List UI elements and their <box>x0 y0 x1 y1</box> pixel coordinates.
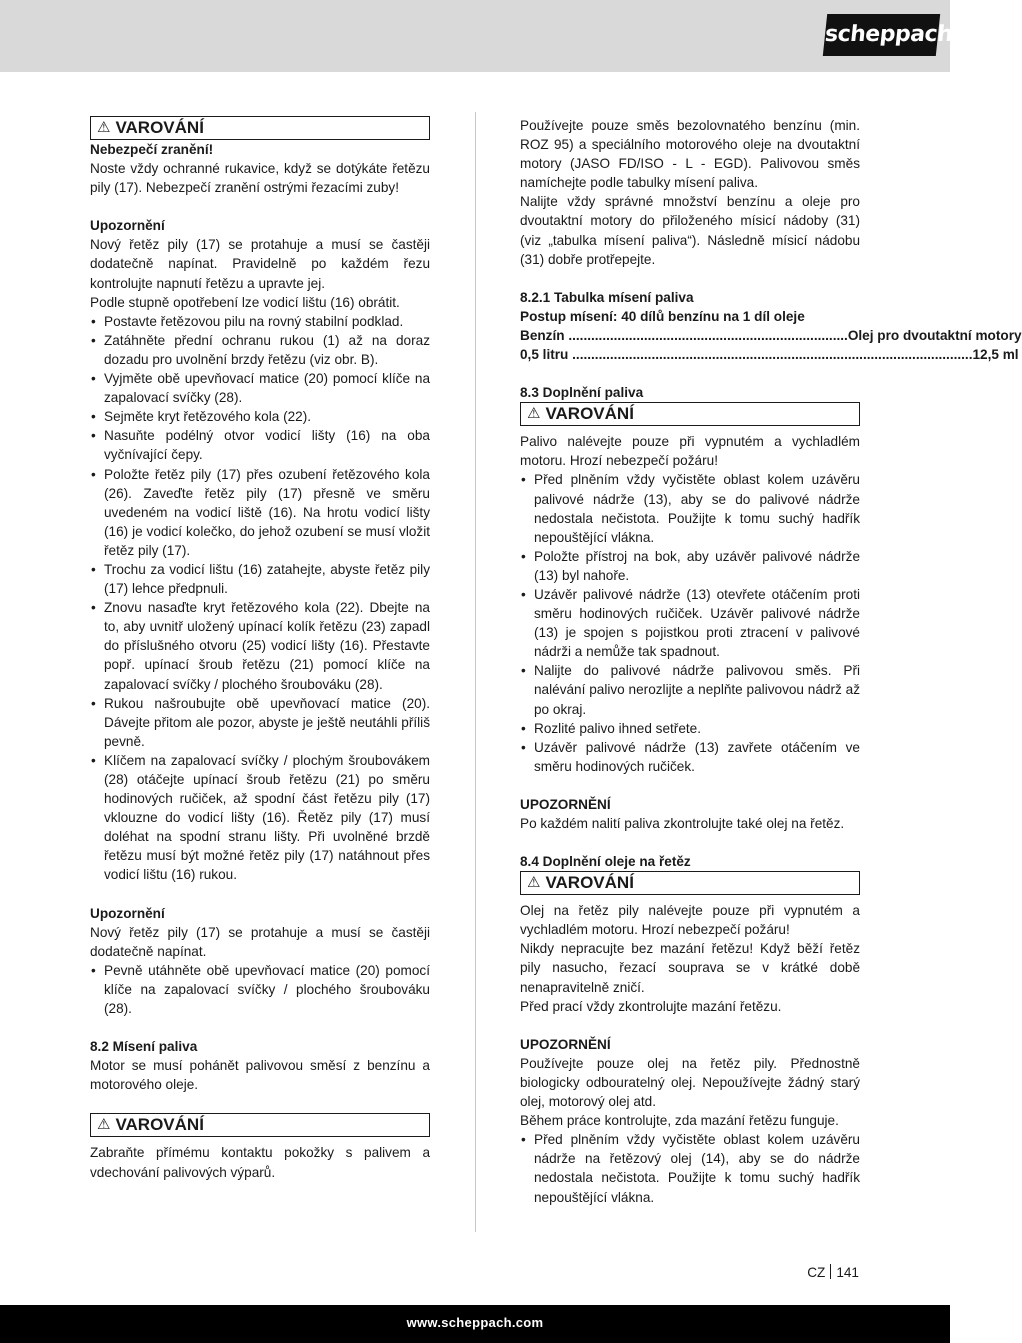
section-heading: 8.3 Doplnění paliva <box>520 385 644 401</box>
section-heading: 8.4 Doplnění oleje na řetěz <box>520 854 691 870</box>
list-item: • Trochu za vodicí lištu (16) zatahejte, abyste řetěz pily (17) lehce předpnuli. <box>90 560 430 598</box>
warning-icon: ⚠ <box>527 874 541 892</box>
warning-text: Palivo nalévejte pouze při vypnutém a vychladlém motoru. Hrozí nebezpečí požáru! <box>520 434 860 469</box>
list-item: • Rukou našroubujte obě upevňovací matice (20). Dávejte přitom ale pozor, abyste je ještě neutáhli příliš pevně. <box>90 694 430 751</box>
warning-text: Před prací vždy zkontrolujte mazání řetězu. <box>520 998 782 1014</box>
brand-logo: scheppach <box>823 14 940 56</box>
footer-url[interactable]: www.scheppach.com <box>406 1315 544 1330</box>
mixing-petrol-value: 0,5 litru <box>520 347 569 363</box>
warning-title: VAROVÁNÍ <box>115 118 204 137</box>
note-text: Podle stupně opotřebení lze vodicí lištu (16) obrátit. <box>90 294 400 310</box>
section-text: Motor se musí pohánět palivovou směsí z benzínu a motorového oleje. <box>90 1058 430 1093</box>
list-item: • Pevně utáhněte obě upevňovací matice (20) pomocí klíče na zapalovací svíčky / plochého šroubováku (28). <box>90 961 430 1018</box>
warning-title: VAROVÁNÍ <box>115 1115 204 1135</box>
warning-box <box>520 402 860 426</box>
page-lang: CZ <box>807 1265 826 1280</box>
warning-box <box>90 1113 430 1137</box>
list-item: • Klíčem na zapalovací svíčky / plochým šroubovákem (28) otáčejte upínací šroub řetězu (21) po směru hodinových ručiček, až spodní část řetězu pily (17) vklouzne do vodicí lišty (16). Řetěz pily (17) musí doléhat na spodní stranu lišty. Při uvolněné brzdě řetězu musí být možné řetěz pily (17) natáhnout přes vodicí lištu (16) rukou. <box>90 751 430 885</box>
list-item: • Uzávěr palivové nádrže (13) otevřete otáčením proti směru hodinových ručiček. Uzávěr palivové nádrže (13) je spojen s pojistkou proti ztracení v palivové nádrži a nemůže tak spadnout. <box>520 585 860 661</box>
warning-icon: ⚠ <box>97 1116 111 1134</box>
section-text: Používejte pouze směs bezolovnatého benzínu (min. ROZ 95) a speciálního motorového oleje na dvoutaktní motory (JASO FD/ISO - L - EGD). Palivovou směs namíchejte podle tabulky mísení paliva. <box>520 118 860 191</box>
list-item: • Položte přístroj na bok, aby uzávěr palivové nádrže (13) byl nahoře. <box>520 547 860 585</box>
warning-subtitle: Nebezpečí zranění! <box>90 142 214 157</box>
steps-list <box>520 470 860 776</box>
mixing-table-header: Benzín .......................................................................... Olej pro dvoutaktní motory <box>520 326 860 345</box>
warning-title: VAROVÁNÍ <box>545 404 634 424</box>
note-text: Po každém nalití paliva zkontrolujte také olej na řetěz. <box>520 816 845 831</box>
note-text: Nový řetěz pily (17) se protahuje a musí se častěji dodatečně napínat. <box>90 924 430 959</box>
mixing-ratio: Postup mísení: 40 dílů benzínu na 1 díl oleje <box>520 308 805 324</box>
list-item: • Uzávěr palivové nádrže (13) zavřete otáčením ve směru hodinových ručiček. <box>520 738 860 776</box>
mixing-table-row: 0,5 litru .......................................................................................................... 12,5 ml <box>520 345 860 364</box>
steps-list <box>520 1130 860 1206</box>
list-item: • Nasuňte podélný otvor vodicí lišty (16) na oba vyčnívající čepy. <box>90 426 430 464</box>
steps-list <box>90 961 430 1018</box>
warning-text: Olej na řetěz pily nalévejte pouze při vypnutém a vychladlém motoru. Hrozí nebezpečí požáru! <box>520 903 860 938</box>
list-item: • Vyjměte obě upevňovací matice (20) pomocí klíče na zapalovací svíčky (28). <box>90 369 430 407</box>
warning-text: Noste vždy ochranné rukavice, když se dotýkáte řetězu pily (17). Nebezpečí zranění ostrými řezacími zuby! <box>90 161 430 196</box>
list-item: • Nalijte do palivové nádrže palivovou směs. Při nalévání palivo nerozlijte a neplňte palivovou nádrž až po okraj. <box>520 661 860 718</box>
note-text: Používejte pouze olej na řetěz pily. Přednostně biologicky odbouratelný olej. Nepoužívejte žádný starý olej, motorový olej atd. <box>520 1055 860 1110</box>
page-num: 141 <box>836 1265 859 1280</box>
note-title: UPOZORNĚNÍ <box>520 796 611 812</box>
note-title: Upozornění <box>90 218 165 234</box>
note-text: Nový řetěz pily (17) se protahuje a musí se častěji dodatečně napínat. Pravidelně po každém řezu kontrolujte napnutí řetězu a upravte jej. <box>90 237 430 291</box>
header-bar <box>0 0 954 72</box>
footer-bar <box>0 1305 950 1343</box>
warning-icon: ⚠ <box>97 119 111 136</box>
steps-list <box>90 312 430 885</box>
note-title: UPOZORNĚNÍ <box>520 1036 611 1052</box>
note-text: Během práce kontrolujte, zda mazání řetězu funguje. <box>520 1113 839 1129</box>
warning-box <box>90 116 430 140</box>
list-item: • Před plněním vždy vyčistěte oblast kolem uzávěru nádrže na řetězový olej (14), aby se do nádrže nedostala nečistota. Použijte k tomu suchý hadřík nepouštějící vlákna. <box>520 1130 860 1206</box>
warning-text: Nikdy nepracujte bez mazání řetězu! Když běží řetěz pily nasucho, řezací souprava se v krátké době nenapravitelně zničí. <box>520 941 860 995</box>
section-heading: 8.2 Mísení paliva <box>90 1039 198 1055</box>
column-divider <box>475 112 476 1232</box>
right-column <box>520 116 1022 1207</box>
list-item: • Zatáhněte přední ochranu rukou (1) až na doraz dozadu pro uvolnění brzdy řetězu (viz obr. B). <box>90 331 430 369</box>
list-item: • Položte řetěz pily (17) přes ozubení řetězového kola (26). Zaveďte řetěz pily (17) přesně ve směru uvedeném na vodicí liště (16). Na hrotu vodicí lišty (16) je vodicí kolečko, do jehož ozubení se musí vložit řetěz pily (17). <box>90 465 430 560</box>
mixing-oil-value: 12,5 ml <box>972 347 1019 363</box>
section-heading: 8.2.1 Tabulka mísení paliva <box>520 289 694 305</box>
warning-icon: ⚠ <box>527 405 541 423</box>
list-item: • Sejměte kryt řetězového kola (22). <box>90 407 430 426</box>
list-item: • Postavte řetězovou pilu na rovný stabilní podklad. <box>90 312 430 331</box>
section-text: Nalijte vždy správné množství benzínu a oleje pro dvoutaktní motory do přiloženého mísicí nádoby (31) (viz „tabulka mísení paliva“). Následně mísicí nádobu (31) dobře protřepejte. <box>520 194 860 267</box>
mixing-col-petrol: Benzín <box>520 327 565 343</box>
warning-text: Zabraňte přímému kontaktu pokožky s palivem a vdechování palivových výparů. <box>90 1145 430 1180</box>
list-item: • Znovu nasaďte kryt řetězového kola (22). Dbejte na to, aby uvnitř uložený upínací kolík řetězu (23) zapadl do příslušného otvoru (25) vodicí lišty (16). Přestavte popř. upínací šroub řetězu (21) pomocí klíče na zapalovací svíčky / plochého šroubováku (28). <box>90 598 430 693</box>
list-item: • Před plněním vždy vyčistěte oblast kolem uzávěru palivové nádrže (13), aby se do palivové nádrže nedostala nečistota. Použijte k tomu suchý hadřík nepouštějící vlákna. <box>520 470 860 546</box>
warning-box <box>520 871 860 895</box>
mixing-col-oil: Olej pro dvoutaktní motory <box>847 327 1022 343</box>
left-column <box>90 116 430 1182</box>
note-title: Upozornění <box>90 905 165 921</box>
page-number <box>807 1264 859 1280</box>
warning-title: VAROVÁNÍ <box>545 873 634 893</box>
list-item: • Rozlité palivo ihned setřete. <box>520 719 860 738</box>
